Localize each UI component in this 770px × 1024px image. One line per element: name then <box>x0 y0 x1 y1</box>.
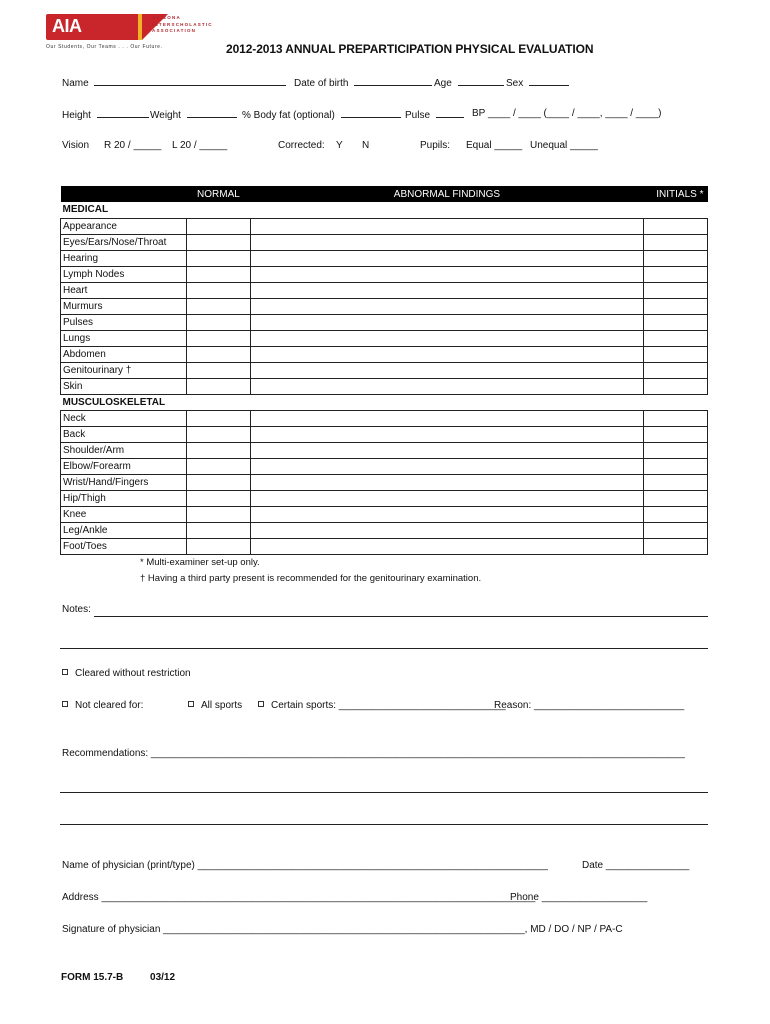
weight-field[interactable]: Weight <box>150 108 237 121</box>
table-row <box>61 538 708 554</box>
abnormal-findings-cell[interactable] <box>250 378 643 394</box>
table-row <box>61 522 708 538</box>
normal-cell[interactable] <box>186 506 250 522</box>
cleared-checkbox[interactable] <box>62 669 68 675</box>
exam-item-label: Back <box>61 426 187 442</box>
initials-cell[interactable] <box>644 218 708 234</box>
exam-item-label: Neck <box>61 410 187 426</box>
abnormal-findings-cell[interactable] <box>250 218 643 234</box>
exam-item-label: Abdomen <box>61 346 187 362</box>
normal-cell[interactable] <box>186 490 250 506</box>
footnote-multi: * Multi-examiner set-up only. <box>140 557 260 568</box>
exam-item-label: Shoulder/Arm <box>61 442 187 458</box>
vision-left[interactable]: L 20 / _____ <box>172 140 228 151</box>
corrected-yes[interactable]: Y <box>336 140 343 151</box>
table-row <box>61 346 708 362</box>
exam-item-label: Elbow/Forearm <box>61 458 187 474</box>
exam-item-label: Wrist/Hand/Fingers <box>61 474 187 490</box>
initials-cell[interactable] <box>644 506 708 522</box>
initials-cell[interactable] <box>644 314 708 330</box>
height-field[interactable]: Height <box>62 108 149 121</box>
physician-signature-field[interactable]: Signature of physician _________________________________________________________________, MD / DO / NP / PA-C <box>62 924 623 935</box>
not-cleared-option[interactable]: Not cleared for: <box>62 700 143 711</box>
abnormal-findings-cell[interactable] <box>250 506 643 522</box>
exam-item-label: Appearance <box>61 218 187 234</box>
abnormal-findings-cell[interactable] <box>250 522 643 538</box>
initials-cell[interactable] <box>644 282 708 298</box>
table-row <box>61 474 708 490</box>
initials-cell[interactable] <box>644 458 708 474</box>
pulse-field[interactable]: Pulse <box>405 108 464 121</box>
abnormal-findings-cell[interactable] <box>250 490 643 506</box>
abnormal-findings-cell[interactable] <box>250 442 643 458</box>
exam-table <box>60 186 708 555</box>
exam-item-label: Pulses <box>61 314 187 330</box>
initials-cell[interactable] <box>644 474 708 490</box>
exam-item-label: Foot/Toes <box>61 538 187 554</box>
certain-sports-option[interactable]: Certain sports: ______________________________ <box>258 700 506 711</box>
normal-cell[interactable] <box>186 298 250 314</box>
initials-cell[interactable] <box>644 442 708 458</box>
form-number: FORM 15.7-B 03/12 <box>61 972 176 983</box>
header-initials: INITIALS * <box>644 186 708 202</box>
abnormal-findings-cell[interactable] <box>250 314 643 330</box>
abnormal-findings-cell[interactable] <box>250 362 643 378</box>
corrected-no[interactable]: N <box>362 140 370 151</box>
abnormal-findings-cell[interactable] <box>250 410 643 426</box>
notes-label: Notes: <box>62 604 91 615</box>
abnormal-findings-cell[interactable] <box>250 250 643 266</box>
sex-line[interactable] <box>529 76 569 86</box>
cleared-option[interactable]: Cleared without restriction <box>62 668 191 679</box>
initials-cell[interactable] <box>644 330 708 346</box>
logo-org-name: ARIZONA INTERSCHOLASTIC ASSOCIATION <box>152 15 213 33</box>
table-row <box>61 426 708 442</box>
table-row <box>61 410 708 426</box>
pupils-equal[interactable]: Equal _____ <box>466 140 523 151</box>
exam-item-label: Leg/Ankle <box>61 522 187 538</box>
exam-item-label: Knee <box>61 506 187 522</box>
section-title: MUSCULOSKELETAL <box>62 396 166 408</box>
initials-cell[interactable] <box>644 346 708 362</box>
name-field[interactable]: Name <box>62 76 286 89</box>
exam-item-label: Heart <box>61 282 187 298</box>
page-title: 2012-2013 ANNUAL PREPARTICIPATION PHYSICAL EVALUATION <box>226 42 594 56</box>
initials-cell[interactable] <box>644 250 708 266</box>
table-row <box>61 458 708 474</box>
normal-cell[interactable] <box>186 410 250 426</box>
exam-item-label: Genitourinary † <box>61 362 187 378</box>
exam-item-label: Skin <box>61 378 187 394</box>
section-title: MEDICAL <box>62 204 109 216</box>
all-sports-checkbox[interactable] <box>188 701 194 707</box>
table-row <box>61 330 708 346</box>
initials-cell[interactable] <box>644 362 708 378</box>
aia-logo <box>46 14 213 60</box>
notes-line-2[interactable] <box>60 648 708 649</box>
normal-cell[interactable] <box>186 266 250 282</box>
normal-cell[interactable] <box>186 474 250 490</box>
normal-cell[interactable] <box>186 250 250 266</box>
vision-label: Vision <box>62 140 90 151</box>
exam-item-label: Hip/Thigh <box>61 490 187 506</box>
normal-cell[interactable] <box>186 458 250 474</box>
dob-field[interactable]: Date of birth <box>294 76 432 89</box>
section-row <box>61 202 708 218</box>
notes-line-1[interactable] <box>94 616 708 617</box>
normal-cell[interactable] <box>186 426 250 442</box>
dob-line[interactable] <box>354 76 432 86</box>
normal-cell[interactable] <box>186 362 250 378</box>
initials-cell[interactable] <box>644 266 708 282</box>
normal-cell[interactable] <box>186 218 250 234</box>
age-line[interactable] <box>458 76 504 86</box>
table-row <box>61 378 708 394</box>
initials-cell[interactable] <box>644 426 708 442</box>
exam-item-label: Lymph Nodes <box>61 266 187 282</box>
abnormal-findings-cell[interactable] <box>250 266 643 282</box>
abnormal-findings-cell[interactable] <box>250 234 643 250</box>
bp-field[interactable]: BP ____ / ____ (____ / ____, ____ / ____) <box>472 108 662 119</box>
abnormal-findings-cell[interactable] <box>250 426 643 442</box>
initials-cell[interactable] <box>644 234 708 250</box>
table-row <box>61 506 708 522</box>
pupils-label: Pupils: <box>420 140 451 151</box>
not-cleared-checkbox[interactable] <box>62 701 68 707</box>
weight-line[interactable] <box>187 108 237 118</box>
table-row <box>61 442 708 458</box>
table-header-row <box>61 186 708 202</box>
header-blank <box>61 186 187 202</box>
abnormal-findings-cell[interactable] <box>250 458 643 474</box>
normal-cell[interactable] <box>186 234 250 250</box>
height-line[interactable] <box>97 108 149 118</box>
normal-cell[interactable] <box>186 282 250 298</box>
table-row <box>61 218 708 234</box>
abnormal-findings-cell[interactable] <box>250 474 643 490</box>
normal-cell[interactable] <box>186 346 250 362</box>
abnormal-findings-cell[interactable] <box>250 330 643 346</box>
exam-item-label: Lungs <box>61 330 187 346</box>
physician-address-field[interactable]: Address ______________________________________________________________________________ <box>62 892 536 903</box>
pupils-unequal[interactable]: Unequal _____ <box>530 140 598 151</box>
footnote-third-party: † Having a third party present is recommended for the genitourinary examination. <box>140 573 482 584</box>
table-row <box>61 314 708 330</box>
exam-item-label: Hearing <box>61 250 187 266</box>
abnormal-findings-cell[interactable] <box>250 346 643 362</box>
bodyfat-field[interactable]: % Body fat (optional) <box>242 108 401 121</box>
normal-cell[interactable] <box>186 314 250 330</box>
age-field[interactable]: Age <box>434 76 504 89</box>
sex-field[interactable]: Sex <box>506 76 569 89</box>
normal-cell[interactable] <box>186 330 250 346</box>
exam-table-body <box>61 202 708 554</box>
pulse-line[interactable] <box>436 108 464 118</box>
table-row <box>61 490 708 506</box>
normal-cell[interactable] <box>186 538 250 554</box>
bodyfat-line[interactable] <box>341 108 401 118</box>
corrected-label: Corrected: <box>278 140 325 151</box>
logo-abbr: AIA <box>52 16 82 36</box>
certain-sports-checkbox[interactable] <box>258 701 264 707</box>
abnormal-findings-cell[interactable] <box>250 298 643 314</box>
recommendations-field[interactable]: Recommendations: ________________________________________________________________________________________________ <box>62 748 685 759</box>
normal-cell[interactable] <box>186 522 250 538</box>
logo-tagline: Our Students, Our Teams . . . Our Future. <box>46 44 163 50</box>
all-sports-option[interactable]: All sports <box>188 700 242 711</box>
table-row <box>61 234 708 250</box>
recommendations-line-2[interactable] <box>60 792 708 793</box>
table-row <box>61 266 708 282</box>
reason-field[interactable]: Reason: ___________________________ <box>494 700 685 711</box>
header-normal: NORMAL <box>186 186 250 202</box>
initials-cell[interactable] <box>644 538 708 554</box>
vision-right[interactable]: R 20 / _____ <box>104 140 162 151</box>
section-row <box>61 394 708 410</box>
recommendations-line-3[interactable] <box>60 824 708 825</box>
physician-date-field[interactable]: Date _______________ <box>582 860 690 871</box>
exam-item-label: Murmurs <box>61 298 187 314</box>
abnormal-findings-cell[interactable] <box>250 538 643 554</box>
initials-cell[interactable] <box>644 378 708 394</box>
initials-cell[interactable] <box>644 490 708 506</box>
table-row <box>61 250 708 266</box>
initials-cell[interactable] <box>644 522 708 538</box>
table-row <box>61 298 708 314</box>
physician-name-field[interactable]: Name of physician (print/type) _______________________________________________________________ <box>62 860 548 871</box>
normal-cell[interactable] <box>186 378 250 394</box>
initials-cell[interactable] <box>644 298 708 314</box>
normal-cell[interactable] <box>186 442 250 458</box>
initials-cell[interactable] <box>644 410 708 426</box>
table-row <box>61 362 708 378</box>
exam-item-label: Eyes/Ears/Nose/Throat <box>61 234 187 250</box>
physician-phone-field[interactable]: Phone ___________________ <box>510 892 648 903</box>
abnormal-findings-cell[interactable] <box>250 282 643 298</box>
header-abnormal: ABNORMAL FINDINGS <box>250 186 643 202</box>
table-row <box>61 282 708 298</box>
name-line[interactable] <box>94 76 286 86</box>
